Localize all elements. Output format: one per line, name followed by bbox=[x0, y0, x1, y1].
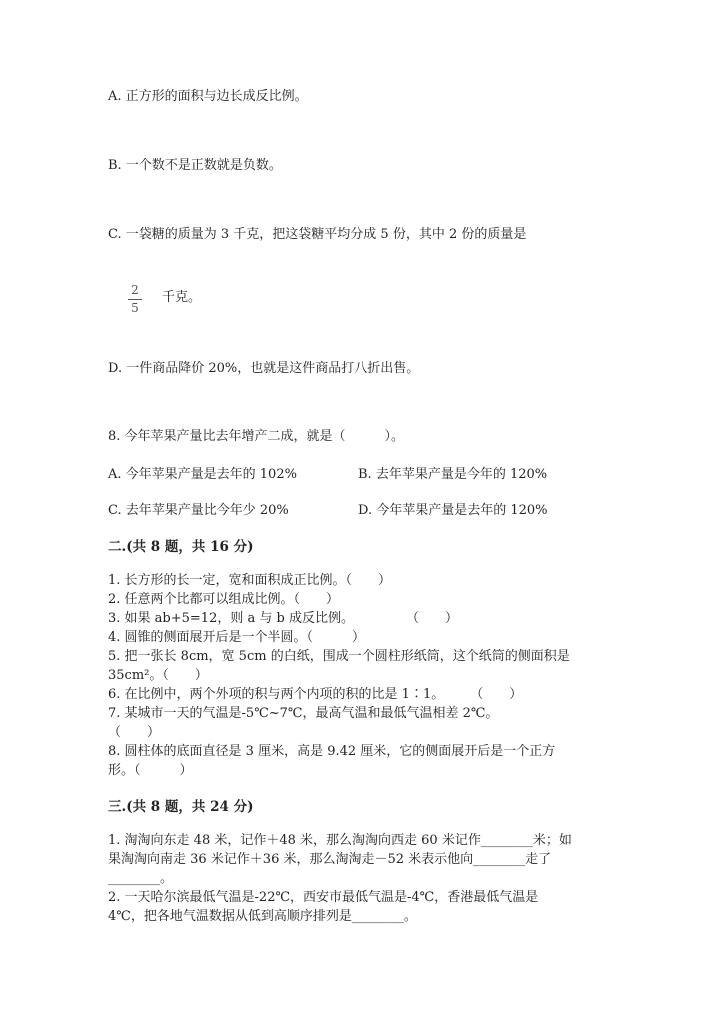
option-7a: A. 正方形的面积与边长成反比例。 bbox=[108, 89, 308, 104]
question-8-stem: 8. 今年苹果产量比去年增产二成，就是（ ）。 bbox=[108, 429, 405, 444]
option-7c: C. 一袋糖的质量为 3 千克，把这袋糖平均分成 5 份，其中 2 份的质量是 bbox=[108, 227, 527, 242]
option-8d: D. 今年苹果产量是去年的 120% bbox=[358, 503, 548, 518]
section-2-line: 2. 任意两个比都可以组成比例。（ ） bbox=[108, 592, 340, 607]
section-2-line: 35cm²。（ ） bbox=[108, 668, 208, 683]
section-2-title: 二.(共 8 题，共 16 分) bbox=[108, 539, 254, 555]
section-2-line: 3. 如果 ab+5=12，则 a 与 b 成反比例。 （ ） bbox=[108, 611, 458, 626]
option-8a: A. 今年苹果产量是去年的 102% bbox=[108, 467, 297, 482]
section-2-line: 5. 把一张长 8cm，宽 5cm 的白纸，围成一个圆柱形纸筒，这个纸筒的侧面积是 bbox=[108, 649, 570, 664]
section-2-line: 8. 圆柱体的底面直径是 3 厘米，高是 9.42 厘米，它的侧面展开后是一个正方 bbox=[108, 744, 556, 759]
section-2-line: 形。（ ） bbox=[108, 763, 193, 778]
section-3-line: 4℃，把各地气温数据从低到高顺序排列是________。 bbox=[108, 909, 417, 924]
section-3-line: 果淘淘向南走 36 米记作＋36 米，那么淘淘走－52 米表示他向________走了 bbox=[108, 852, 552, 867]
option-7d: D. 一件商品降价 20%，也就是这件商品打八折出售。 bbox=[108, 361, 420, 376]
fraction-unit: 千克。 bbox=[162, 290, 202, 305]
fraction bbox=[128, 284, 142, 315]
fraction-denominator: 5 bbox=[131, 301, 139, 315]
section-3-line: 1. 淘淘向东走 48 米，记作＋48 米，那么淘淘向西走 60 米记作________米；如 bbox=[108, 833, 572, 848]
section-2-line: （ ） bbox=[108, 725, 161, 740]
section-3-title: 三.(共 8 题，共 24 分) bbox=[108, 799, 254, 815]
section-2-line: 4. 圆锥的侧面展开后是一个半圆。（ ） bbox=[108, 630, 366, 645]
fraction-numerator: 2 bbox=[131, 283, 139, 297]
option-8b: B. 去年苹果产量是今年的 120% bbox=[358, 467, 548, 482]
option-8c: C. 去年苹果产量比今年少 20% bbox=[108, 503, 289, 518]
section-2-line: 1. 长方形的长一定，宽和面积成正比例。（ ） bbox=[108, 573, 392, 588]
section-2-line: 6. 在比例中，两个外项的积与两个内项的积的比是 1∶1。 （ ） bbox=[108, 687, 523, 702]
section-3-line: 2. 一天哈尔滨最低气温是-22℃，西安市最低气温是-4℃，香港最低气温是 bbox=[108, 890, 539, 905]
option-7b: B. 一个数不是正数就是负数。 bbox=[108, 158, 282, 173]
section-2-line: 7. 某城市一天的气温是-5℃~7℃，最高气温和最低气温相差 2℃。 bbox=[108, 706, 499, 721]
fraction-bar bbox=[128, 299, 142, 300]
section-3-line: ________。 bbox=[108, 871, 174, 886]
